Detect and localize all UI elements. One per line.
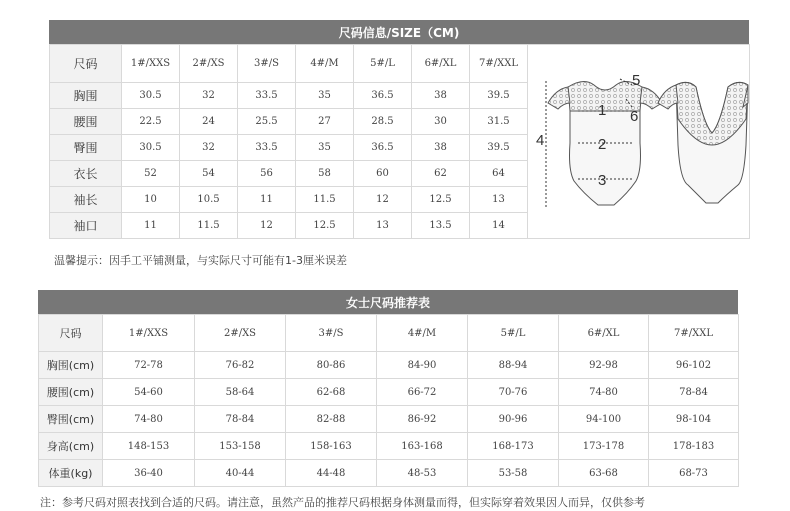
- size-info-title: 尺码信息/SIZE（CM): [49, 20, 749, 44]
- size-col: 5#/L: [354, 45, 412, 83]
- table-row: [39, 460, 739, 487]
- size-col: 2#/XS: [195, 315, 286, 352]
- disclaimer-note: 注：参考尺码对照表找到合适的尺码。请注意，虽然产品的推荐尺码根据身体测量而得，但实际穿着效果因人而异，仅供参考: [40, 496, 645, 509]
- front-sleeve-left: [548, 87, 570, 109]
- cell: 78-84: [649, 379, 739, 406]
- cell: 173-178: [559, 433, 649, 460]
- row-label: 衣长: [50, 161, 122, 187]
- cell: 66-72: [377, 379, 468, 406]
- size-col: 6#/XL: [412, 45, 470, 83]
- cell: 13.5: [412, 212, 470, 238]
- cell: 36.5: [354, 83, 412, 109]
- cell: 78-84: [195, 406, 286, 433]
- cell: 64: [470, 161, 528, 187]
- cell: 58: [296, 161, 354, 187]
- cell: 24: [180, 109, 238, 135]
- row-label: 胸围(cm): [39, 352, 103, 379]
- recommend-table: [38, 314, 739, 487]
- cell: 98-104: [649, 406, 739, 433]
- size-col: 4#/M: [296, 45, 354, 83]
- size-col: 1#/XXS: [122, 45, 180, 83]
- cell: 74-80: [559, 379, 649, 406]
- cell: 62: [412, 161, 470, 187]
- cell: 38: [412, 135, 470, 161]
- row-label: 袖长: [50, 187, 122, 213]
- cell: 30.5: [122, 135, 180, 161]
- cell: 27: [296, 109, 354, 135]
- cell: 30.5: [122, 83, 180, 109]
- cell: 153-158: [195, 433, 286, 460]
- cell: 22.5: [122, 109, 180, 135]
- cell: 25.5: [238, 109, 296, 135]
- cell: 86-92: [377, 406, 468, 433]
- measure-3-label: 3: [598, 172, 607, 189]
- size-col: 4#/M: [377, 315, 468, 352]
- front-sleeve-right: [640, 87, 662, 109]
- size-col: 1#/XXS: [103, 315, 195, 352]
- cell: 12: [354, 187, 412, 213]
- cell: 88-94: [468, 352, 559, 379]
- measure-5-label: 5: [632, 72, 641, 89]
- cell: 148-153: [103, 433, 195, 460]
- row-label: 腰围(cm): [39, 379, 103, 406]
- cell: 96-102: [649, 352, 739, 379]
- cell: 168-173: [468, 433, 559, 460]
- cell: 53-58: [468, 460, 559, 487]
- row-label: 臀围: [50, 135, 122, 161]
- cell: 33.5: [238, 135, 296, 161]
- cell: 39.5: [470, 135, 528, 161]
- measurement-tip: 温馨提示：因手工平铺测量，与实际尺寸可能有1-3厘米误差: [54, 254, 347, 267]
- cell: 12.5: [296, 212, 354, 238]
- cell: 74-80: [103, 406, 195, 433]
- garment-diagram-cell: [528, 45, 750, 239]
- size-col: 7#/XXL: [470, 45, 528, 83]
- cell: 72-78: [103, 352, 195, 379]
- cell: 28.5: [354, 109, 412, 135]
- cell: 178-183: [649, 433, 739, 460]
- table-row: [39, 379, 739, 406]
- leotard-diagram: [528, 45, 749, 235]
- cell: 62-68: [286, 379, 377, 406]
- cell: 90-96: [468, 406, 559, 433]
- size-col: 6#/XL: [559, 315, 649, 352]
- cell: 31.5: [470, 109, 528, 135]
- size-info-table: [49, 44, 750, 239]
- measure-4-label: 4: [536, 132, 545, 149]
- cell: 84-90: [377, 352, 468, 379]
- back-sleeve-left: [658, 85, 678, 109]
- size-info-header-row: [50, 45, 750, 83]
- row-label: 身高(cm): [39, 433, 103, 460]
- cell: 56: [238, 161, 296, 187]
- cell: 76-82: [195, 352, 286, 379]
- cell: 11.5: [296, 187, 354, 213]
- measure-2-label: 2: [598, 136, 607, 153]
- size-col: 3#/S: [286, 315, 377, 352]
- front-body: [570, 111, 641, 205]
- cell: 58-64: [195, 379, 286, 406]
- cell: 14: [470, 212, 528, 238]
- cell: 163-168: [377, 433, 468, 460]
- size-header-label: 尺码: [50, 45, 122, 83]
- cell: 10.5: [180, 187, 238, 213]
- cell: 40-44: [195, 460, 286, 487]
- size-col: 7#/XXL: [649, 315, 739, 352]
- cell: 30: [412, 109, 470, 135]
- cell: 36.5: [354, 135, 412, 161]
- recommend-title: 女士尺码推荐表: [38, 290, 738, 314]
- size-col: 3#/S: [238, 45, 296, 83]
- size-header-label: 尺码: [39, 315, 103, 352]
- size-col: 2#/XS: [180, 45, 238, 83]
- cell: 12.5: [412, 187, 470, 213]
- cell: 32: [180, 135, 238, 161]
- row-label: 胸围: [50, 83, 122, 109]
- measure-6-label: 6: [630, 108, 639, 125]
- cell: 10: [122, 187, 180, 213]
- recommend-header-row: [39, 315, 739, 352]
- cell: 32: [180, 83, 238, 109]
- cell: 94-100: [559, 406, 649, 433]
- cell: 39.5: [470, 83, 528, 109]
- cell: 158-163: [286, 433, 377, 460]
- cell: 36-40: [103, 460, 195, 487]
- cell: 35: [296, 135, 354, 161]
- table-row: [39, 406, 739, 433]
- cell: 11: [122, 212, 180, 238]
- row-label: 袖口: [50, 212, 122, 238]
- row-label: 臀围(cm): [39, 406, 103, 433]
- cell: 60: [354, 161, 412, 187]
- table-row: [39, 352, 739, 379]
- cell: 63-68: [559, 460, 649, 487]
- cell: 13: [470, 187, 528, 213]
- cell: 11: [238, 187, 296, 213]
- cell: 68-73: [649, 460, 739, 487]
- row-label: 体重(kg): [39, 460, 103, 487]
- size-col: 5#/L: [468, 315, 559, 352]
- cell: 82-88: [286, 406, 377, 433]
- cell: 11.5: [180, 212, 238, 238]
- cell: 92-98: [559, 352, 649, 379]
- cell: 33.5: [238, 83, 296, 109]
- cell: 80-86: [286, 352, 377, 379]
- cell: 44-48: [286, 460, 377, 487]
- cell: 48-53: [377, 460, 468, 487]
- cell: 54: [180, 161, 238, 187]
- cell: 35: [296, 83, 354, 109]
- cell: 12: [238, 212, 296, 238]
- cell: 54-60: [103, 379, 195, 406]
- table-row: [39, 433, 739, 460]
- cell: 13: [354, 212, 412, 238]
- cell: 52: [122, 161, 180, 187]
- row-label: 腰围: [50, 109, 122, 135]
- cell: 70-76: [468, 379, 559, 406]
- cell: 38: [412, 83, 470, 109]
- measure-1-label: 1: [598, 102, 607, 119]
